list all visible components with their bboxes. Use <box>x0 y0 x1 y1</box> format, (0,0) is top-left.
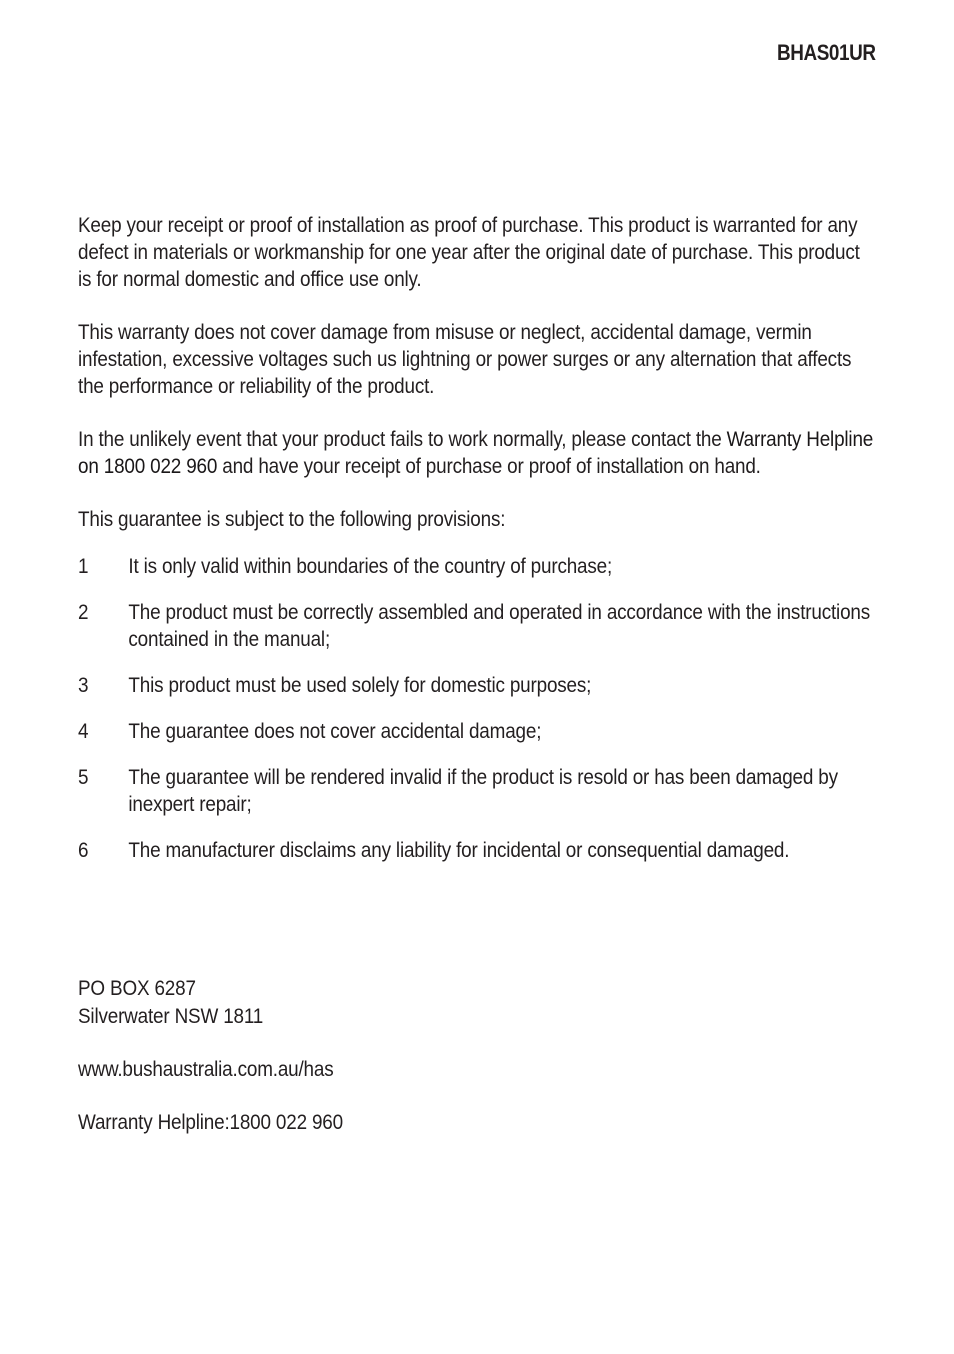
spacer <box>78 1084 777 1109</box>
contact-block <box>78 975 778 1137</box>
paragraph-3-intro: In the unlikely event that your product fails to work normally, please contact the <box>78 428 727 451</box>
provision-text: It is only valid within boundaries of the country of purchase; <box>128 555 613 578</box>
provision-number: 6 <box>78 839 89 862</box>
provision-text: The manufacturer disclaims any liability for incidental or consequential damaged. <box>128 839 790 862</box>
warranty-paragraph-2: This warranty does not cover damage from misuse or neglect, accidental damage, vermin infestation, excessive voltages such us lightning or power surges or any alternation that affects the performance or reliability of the product. <box>78 321 852 398</box>
provision-text: This product must be used solely for domestic purposes; <box>128 674 592 697</box>
provision-item <box>78 672 877 699</box>
provision-number: 3 <box>78 674 89 697</box>
provision-number: 4 <box>78 720 89 743</box>
provisions-title: This guarantee is subject to the following provisions: <box>78 508 506 531</box>
suburb-address: Silverwater NSW 1811 <box>78 1005 264 1028</box>
provision-item <box>78 764 877 818</box>
warranty-paragraph-1: Keep your receipt or proof of installation as proof of purchase. This product is warranted for any defect in materials or workmanship for one year after the original date of purchase. This product is for normal domestic and office use only. <box>78 214 860 291</box>
provision-text: The product must be correctly assembled and operated in accordance with the instructions contained in the manual; <box>128 601 871 651</box>
helpline-highlight: Warranty Helpline on 1800 022 960 <box>78 428 874 478</box>
provisions-list <box>78 553 878 864</box>
po-box: PO BOX 6287 <box>78 977 196 1000</box>
provision-item <box>78 837 877 864</box>
provision-text: The guarantee will be rendered invalid if the product is resold or has been damaged by inexpert repair; <box>128 766 838 816</box>
warranty-paragraph-3 <box>78 426 877 480</box>
provision-item <box>78 599 877 653</box>
provision-item <box>78 718 877 745</box>
helpline-number: Warranty Helpline:1800 022 960 <box>78 1111 343 1134</box>
warranty-content <box>78 212 878 883</box>
website-link[interactable]: www.bushaustralia.com.au/has <box>78 1058 334 1081</box>
spacer <box>78 1031 777 1056</box>
paragraph-3-outro: and have your receipt of purchase or proof of installation on hand. <box>217 455 761 478</box>
provision-item <box>78 553 877 580</box>
provision-number: 2 <box>78 601 89 624</box>
provision-text: The guarantee does not cover accidental damage; <box>128 720 542 743</box>
provision-number: 1 <box>78 555 89 578</box>
model-code: BHAS01UR <box>777 40 876 65</box>
provision-number: 5 <box>78 766 89 789</box>
